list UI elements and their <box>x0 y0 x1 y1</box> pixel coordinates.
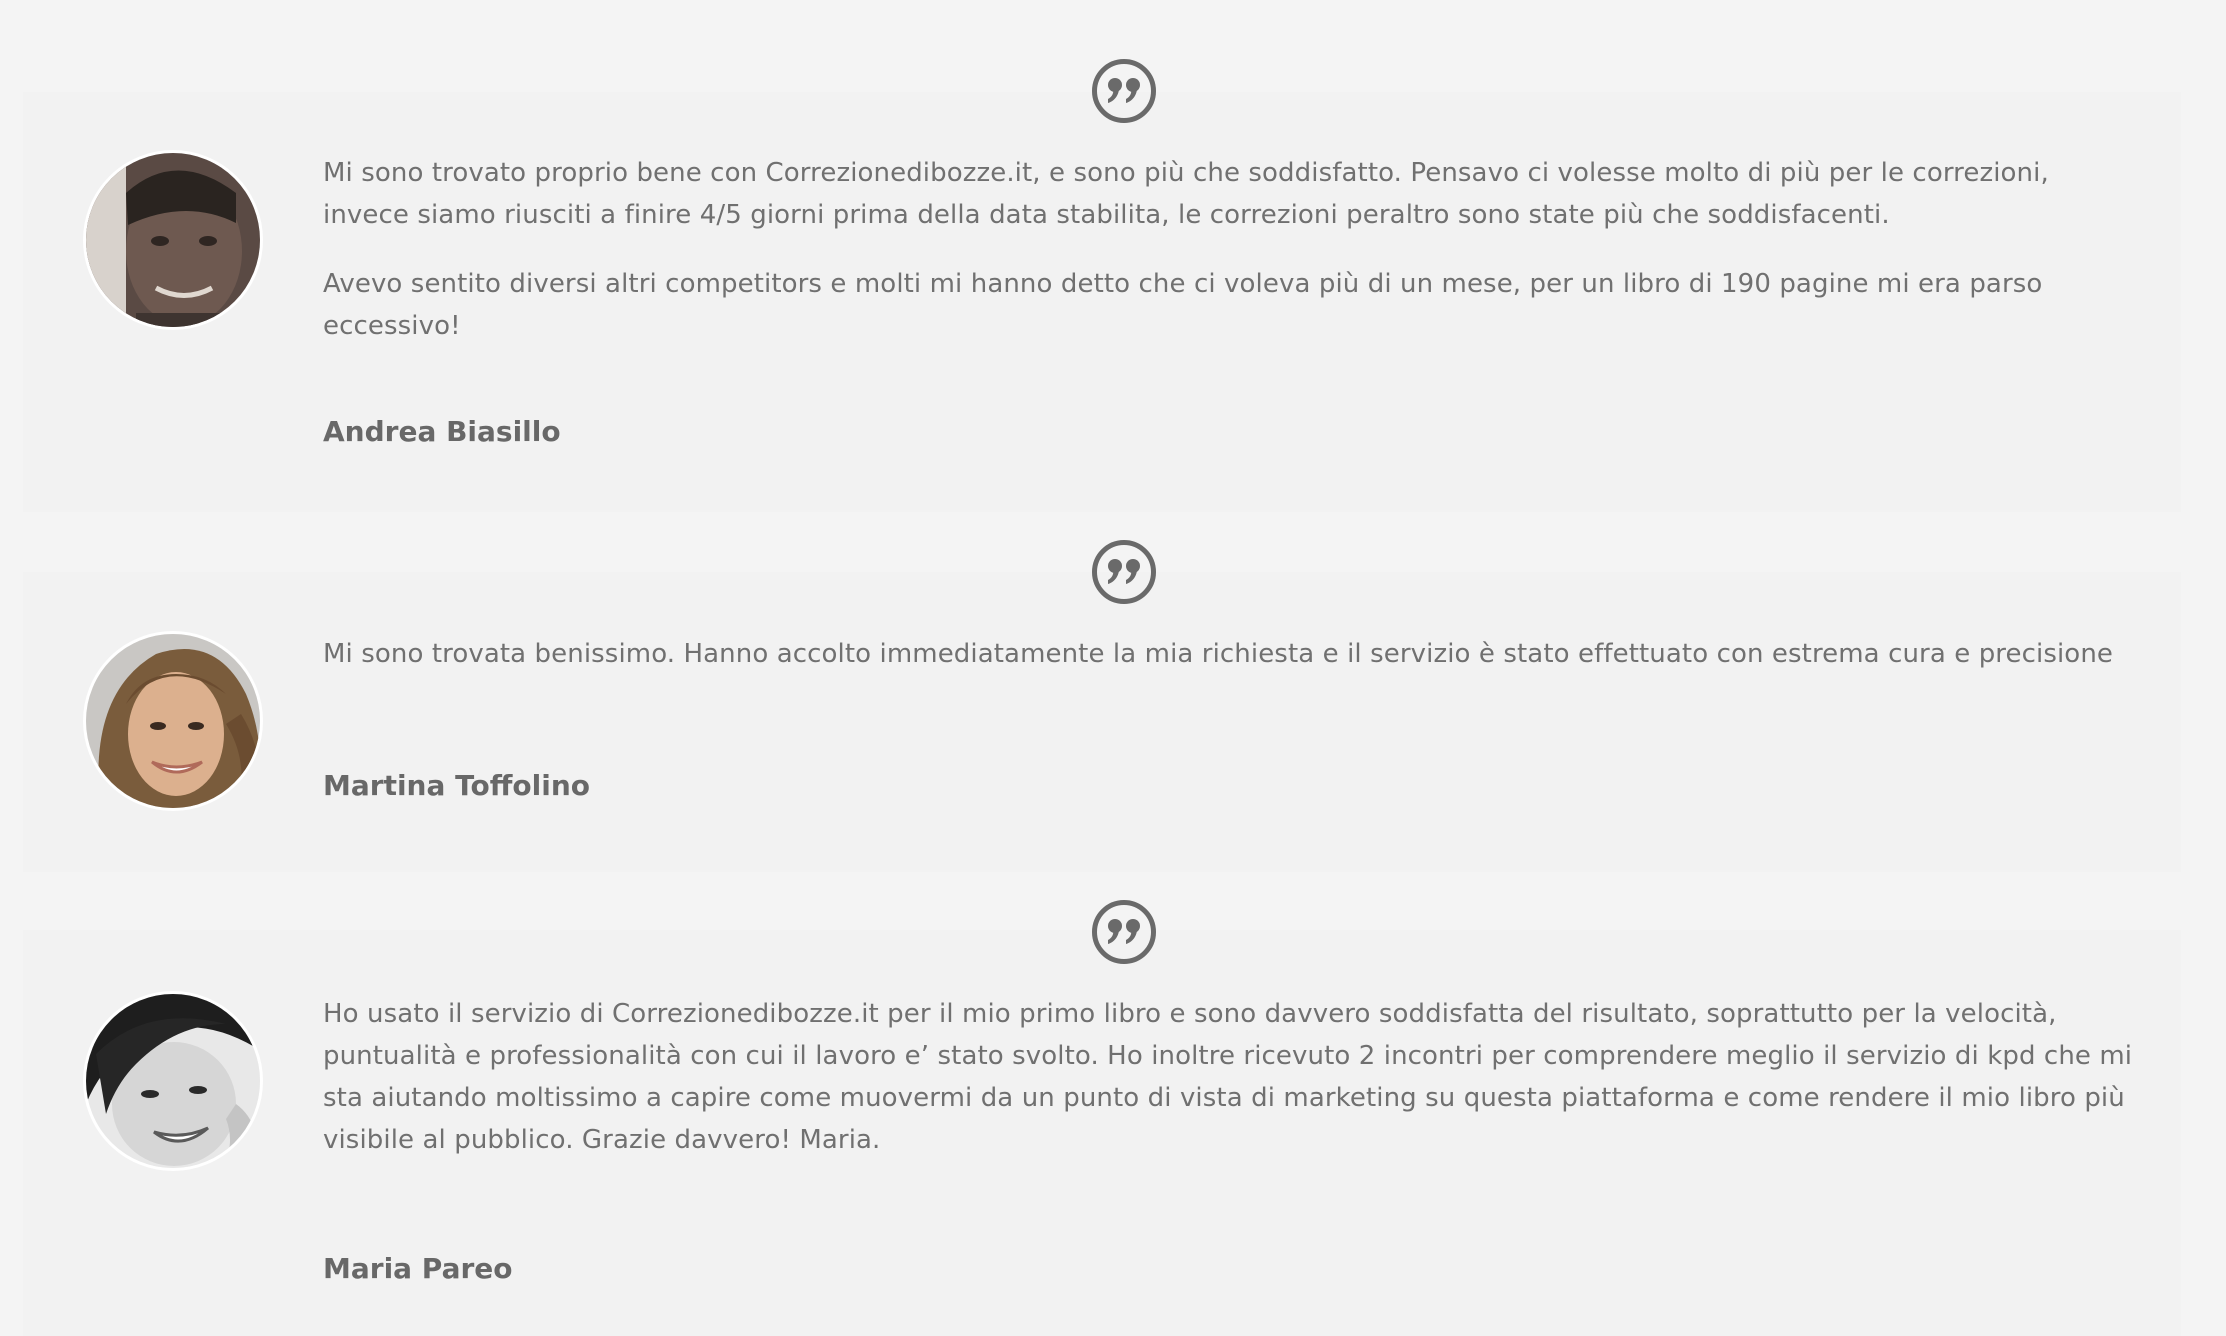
quote-icon <box>1092 59 1156 123</box>
testimonial-card <box>23 880 2181 1336</box>
avatar-photo <box>86 153 263 330</box>
testimonial-text <box>323 152 2143 374</box>
avatar <box>83 150 263 330</box>
quote-icon <box>1092 900 1156 964</box>
testimonial-paragraph: Avevo sentito diversi altri competitors e molti mi hanno detto che ci voleva più di un mese, per un libro di 190 pagine mi era parso eccessivo! <box>323 269 2043 341</box>
testimonial-paragraph: Ho usato il servizio di Correzionedibozze.it per il mio primo libro e sono davvero soddisfatta del risultato, soprattutto per la velocità, puntualità e professionalità con cui il lavoro e’ stato svolto. Ho inoltre ricevuto 2 incontri per comprendere meglio il servizio di kpd che mi sta aiutando moltissimo a capire come muovermi da un punto di vista di marketing su questa piattaforma e come rendere il mio libro più visibile al pubblico. Grazie davvero! Maria. <box>323 999 2133 1155</box>
avatar <box>83 631 263 811</box>
testimonial-paragraph: Mi sono trovato proprio bene con Correzionedibozze.it, e sono più che soddisfatto. Pensavo ci volesse molto di più per le correzioni, invece siamo riusciti a finire 4/5 giorni prima della data stabilita, le correzioni peraltro sono state più che soddisfacenti. <box>323 158 2049 230</box>
avatar-photo <box>86 994 263 1171</box>
quote-icon <box>1092 540 1156 604</box>
testimonial-card <box>23 520 2181 872</box>
avatar-photo <box>86 634 263 811</box>
author-name: Martina Toffolino <box>323 769 591 802</box>
testimonial-paragraph: Mi sono trovata benissimo. Hanno accolto immediatamente la mia richiesta e il servizio è stato effettuato con estrema cura e precisione <box>323 639 2113 669</box>
author-name: Andrea Biasillo <box>323 415 561 448</box>
testimonial-background <box>23 572 2181 872</box>
avatar <box>83 991 263 1171</box>
testimonial-card <box>23 0 2181 512</box>
testimonial-text <box>323 993 2143 1188</box>
testimonial-text <box>323 633 2143 702</box>
author-name: Maria Pareo <box>323 1252 513 1285</box>
